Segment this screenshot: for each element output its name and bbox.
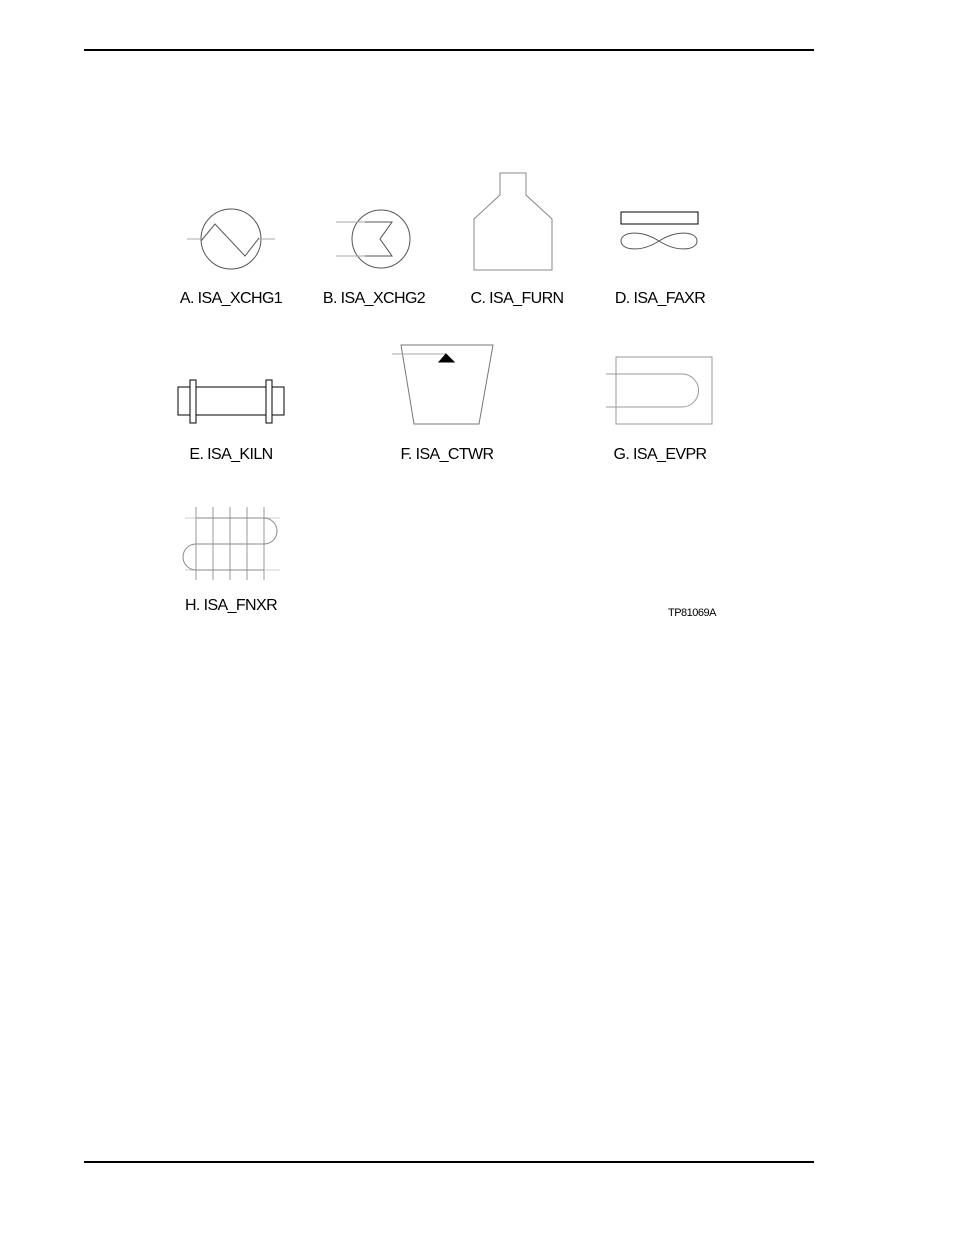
kiln-right-ring: [266, 380, 272, 423]
symbol-label-g: G. ISA_EVPR: [613, 446, 707, 463]
symbol-label-b: B. ISA_XCHG2: [322, 290, 426, 307]
heat-exchanger-1-symbol: [187, 209, 275, 269]
finned-exchanger-symbol: [183, 507, 280, 580]
evaporator-body: [616, 357, 712, 424]
fan-blades: [621, 233, 697, 249]
level-triangle-icon: [439, 354, 454, 362]
symbol-label-h: H. ISA_FNXR: [184, 597, 278, 614]
exchanger-circle: [352, 210, 410, 268]
symbol-label-c: C. ISA_FURN: [470, 290, 564, 307]
symbol-label-e: E. ISA_KILN: [189, 446, 273, 463]
symbol-label-d: D. ISA_FAXR: [614, 290, 706, 307]
figure-id: TP81069A: [668, 607, 716, 619]
fan-cooler-symbol: [621, 212, 698, 249]
tube-bend: [682, 374, 699, 407]
chevron-path: [365, 222, 392, 256]
symbol-label-a: A. ISA_XCHG1: [179, 290, 283, 307]
fan-housing: [621, 212, 698, 224]
cooling-tower-symbol: [392, 345, 493, 424]
kiln-symbol: [178, 380, 284, 423]
zigzag-path: [201, 224, 259, 256]
heat-exchanger-2-symbol: [336, 210, 410, 268]
symbol-label-f: F. ISA_CTWR: [400, 446, 494, 463]
footer-rule: [84, 1161, 814, 1163]
exchanger-circle: [201, 209, 261, 269]
furnace-symbol: [474, 173, 552, 270]
kiln-left-ring: [190, 380, 196, 423]
furnace-outline: [474, 173, 552, 270]
evaporator-symbol: [606, 357, 712, 424]
